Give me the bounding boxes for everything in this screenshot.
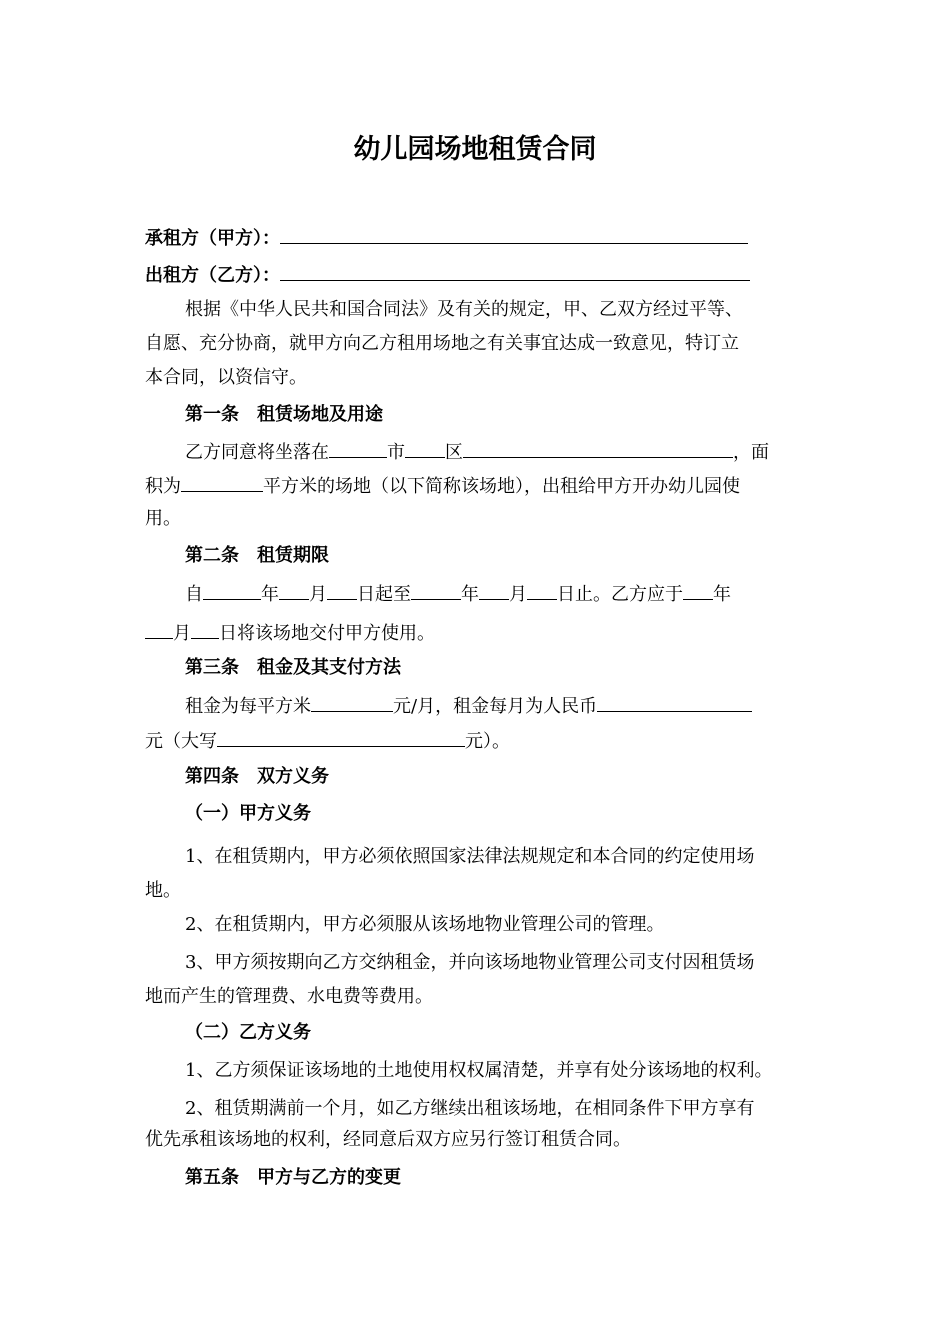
end-month-blank[interactable] <box>479 581 509 600</box>
party-b-duties-heading: （二）乙方义务 <box>185 1022 311 1043</box>
a2-text-10: 日将该场地交付甲方使用。 <box>219 623 435 644</box>
end-year-blank[interactable] <box>411 581 461 600</box>
article-3-line-1 <box>185 693 752 719</box>
a1-text-d: ，面 <box>733 442 769 463</box>
a2-text-1: 自 <box>185 584 203 605</box>
end-day-blank[interactable] <box>527 581 557 600</box>
lessor-label: 出租方（乙方）： <box>145 265 280 286</box>
a2-text-6: 月 <box>509 584 527 605</box>
rent-per-sqm-blank[interactable] <box>311 693 393 712</box>
address-blank[interactable] <box>463 439 733 458</box>
party-a-duty-3-line-1: 3、甲方须按期向乙方交纳租金，并向该场地物业管理公司支付因租赁场 <box>185 952 755 973</box>
monthly-rent-blank[interactable] <box>597 693 752 712</box>
start-year-blank[interactable] <box>203 581 261 600</box>
article-3-line-2 <box>145 728 510 754</box>
a2-text-8: 年 <box>713 584 731 605</box>
city-blank[interactable] <box>329 439 387 458</box>
delivery-year-blank[interactable] <box>683 581 713 600</box>
article-5-heading: 第五条 甲方与乙方的变更 <box>185 1167 401 1188</box>
start-month-blank[interactable] <box>279 581 309 600</box>
a3-text-2: 元/月，租金每月为人民币 <box>393 696 598 717</box>
a2-text-4: 日起至 <box>357 584 411 605</box>
district-blank[interactable] <box>405 439 445 458</box>
article-2-line-1 <box>185 581 731 607</box>
article-1-heading: 第一条 租赁场地及用途 <box>185 404 383 425</box>
article-1-line-1 <box>185 439 769 465</box>
party-b-duty-1: 1、乙方须保证该场地的土地使用权权属清楚，并享有处分该场地的权利。 <box>185 1060 773 1081</box>
party-a-duty-3-line-2: 地而产生的管理费、水电费等费用。 <box>145 986 433 1007</box>
party-b-duty-2-line-2: 优先承租该场地的权利，经同意后双方应另行签订租赁合同。 <box>145 1129 631 1150</box>
lessor-blank[interactable] <box>280 262 750 281</box>
delivery-day-blank[interactable] <box>191 620 219 639</box>
a1-text-b: 市 <box>387 442 405 463</box>
article-4-heading: 第四条 双方义务 <box>185 766 329 787</box>
a2-text-5: 年 <box>461 584 479 605</box>
party-a-duties-heading: （一）甲方义务 <box>185 803 311 824</box>
party-b-duty-2-line-1: 2、租赁期满前一个月，如乙方继续出租该场地，在相同条件下甲方享有 <box>185 1098 755 1119</box>
preamble-line-3: 本合同，以资信守。 <box>145 367 307 388</box>
article-2-line-2 <box>145 620 435 646</box>
a2-text-2: 年 <box>261 584 279 605</box>
a3-text-1: 租金为每平方米 <box>185 696 311 717</box>
start-day-blank[interactable] <box>327 581 357 600</box>
rent-in-words-blank[interactable] <box>217 728 465 747</box>
area-blank[interactable] <box>181 473 263 492</box>
a3-text-4: 元）。 <box>465 731 510 752</box>
delivery-month-blank[interactable] <box>145 620 173 639</box>
preamble-line-1: 根据《中华人民共和国合同法》及有关的规定，甲、乙双方经过平等、 <box>185 299 743 320</box>
article-1-line-2 <box>145 473 740 499</box>
party-a-duty-1-line-2: 地。 <box>145 880 181 901</box>
party-a-duty-1-line-1: 1、在租赁期内，甲方必须依照国家法律法规规定和本合同的约定使用场 <box>185 846 755 867</box>
a1-text-a: 乙方同意将坐落在 <box>185 442 329 463</box>
article-3-heading: 第三条 租金及其支付方法 <box>185 657 401 678</box>
article-2-heading: 第二条 租赁期限 <box>185 545 329 566</box>
lessee-blank[interactable] <box>280 225 748 244</box>
preamble-line-2: 自愿、充分协商，就甲方向乙方租用场地之有关事宜达成一致意见，特订立 <box>145 333 739 354</box>
a1-text-f: 平方米的场地（以下简称该场地），出租给甲方开办幼儿园使 <box>263 476 740 497</box>
party-a-duty-2: 2、在租赁期内，甲方必须服从该场地物业管理公司的管理。 <box>185 914 665 935</box>
a3-text-3: 元（大写 <box>145 731 217 752</box>
a1-text-c: 区 <box>445 442 463 463</box>
lessee-label: 承租方（甲方）： <box>145 228 280 249</box>
a2-text-3: 月 <box>309 584 327 605</box>
a2-text-9: 月 <box>173 623 191 644</box>
a1-text-e: 积为 <box>145 476 181 497</box>
document-title: 幼儿园场地租赁合同 <box>353 134 597 165</box>
lessor-line <box>145 262 750 288</box>
a2-text-7: 日止。乙方应于 <box>557 584 683 605</box>
lessee-line <box>145 225 748 251</box>
article-1-line-3: 用。 <box>145 508 181 529</box>
